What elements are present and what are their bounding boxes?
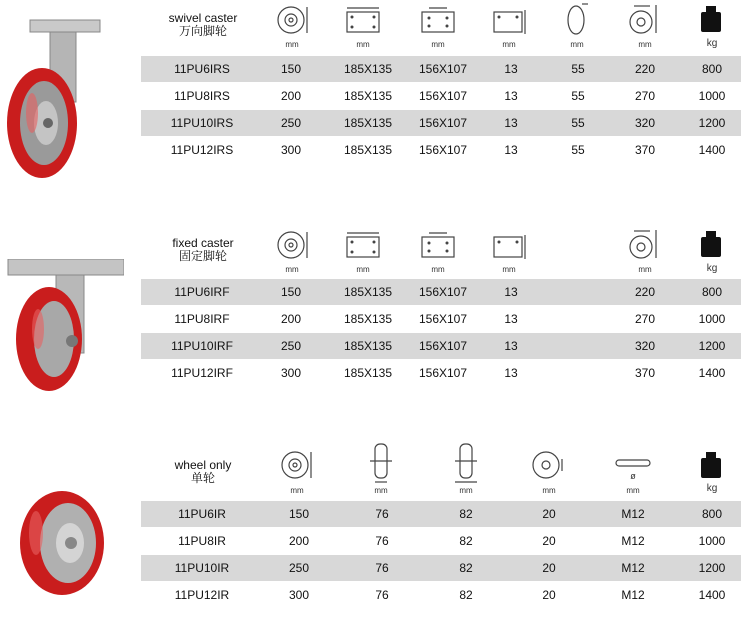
height-cell: 320	[634, 339, 656, 353]
load-cell: 1400	[698, 366, 726, 380]
hub-length-cell: 82	[459, 588, 473, 602]
axle-icon	[614, 456, 654, 472]
title-en: wheel only	[174, 458, 232, 472]
table-row	[141, 56, 741, 82]
model-cell: 11PU6IRS	[174, 62, 230, 76]
table-row	[141, 110, 741, 136]
load-cell: 800	[701, 507, 723, 521]
load-cell: 1400	[698, 143, 726, 157]
hole-spacing-cell: 156X107	[418, 339, 468, 353]
diameter-cell: 150	[288, 507, 310, 521]
thickness-cell: 13	[504, 339, 518, 353]
bore-cell: 20	[542, 561, 556, 575]
diameter-cell: 300	[280, 366, 302, 380]
load-weight-icon	[699, 450, 723, 480]
wheel-width-icon	[366, 442, 396, 484]
hole-spacing-cell: 156X107	[418, 116, 468, 130]
swivel-caster-photo	[2, 18, 112, 188]
height-cell: 320	[634, 116, 656, 130]
swivel-caster-section	[0, 0, 741, 200]
model-cell: 11PU12IRF	[171, 366, 233, 380]
table-row	[141, 528, 741, 554]
hole-spacing-cell: 156X107	[418, 143, 468, 157]
hub-length-cell: 82	[459, 561, 473, 575]
unit-label: mm	[356, 40, 370, 49]
wheel-width-icon	[562, 2, 592, 36]
bore-cell: 20	[542, 507, 556, 521]
hub-length-cell: 82	[459, 534, 473, 548]
wheel-photo	[14, 488, 114, 598]
width-cell: 55	[571, 89, 585, 103]
height-cell: 220	[634, 62, 656, 76]
title-cn: 单轮	[190, 471, 215, 485]
plate-size-cell: 185X135	[343, 62, 393, 76]
title-cn: 固定脚轮	[178, 249, 227, 263]
title-en: fixed caster	[172, 236, 234, 250]
height-cell: 370	[634, 143, 656, 157]
bore-icon	[530, 449, 566, 481]
plate-size-icon	[343, 6, 383, 36]
hole-spacing-cell: 156X107	[418, 366, 468, 380]
plate-size-icon	[343, 231, 383, 261]
unit-label: mm	[356, 265, 370, 274]
wheel-diameter-icon	[276, 4, 310, 36]
diameter-cell: 200	[280, 89, 302, 103]
total-height-icon	[626, 227, 660, 261]
height-cell: 370	[634, 366, 656, 380]
diameter-cell: 150	[280, 62, 302, 76]
model-cell: 11PU8IR	[178, 534, 226, 548]
unit-label: mm	[502, 40, 516, 49]
table-row	[141, 582, 741, 608]
load-cell: 800	[701, 62, 723, 76]
table-row	[141, 555, 741, 581]
diameter-cell: 150	[280, 285, 302, 299]
diameter-cell: 250	[288, 561, 310, 575]
width-cell: 55	[571, 62, 585, 76]
wheel-diameter-icon	[276, 229, 310, 261]
thickness-cell: 13	[504, 89, 518, 103]
model-cell: 11PU6IR	[178, 507, 226, 521]
bore-cell: 20	[542, 534, 556, 548]
width-cell: 76	[375, 561, 389, 575]
hole-spacing-cell: 156X107	[418, 62, 468, 76]
table-row	[141, 360, 741, 386]
model-cell: 11PU8IRS	[174, 89, 230, 103]
height-cell: 270	[634, 89, 656, 103]
thickness-cell: 13	[504, 285, 518, 299]
load-cell: 1400	[698, 588, 726, 602]
plate-size-cell: 185X135	[343, 366, 393, 380]
unit-label: mm	[431, 40, 445, 49]
model-cell: 11PU8IRF	[174, 312, 230, 326]
plate-size-cell: 185X135	[343, 339, 393, 353]
thickness-cell: 13	[504, 116, 518, 130]
load-cell: 1200	[698, 116, 726, 130]
diameter-cell: 300	[288, 588, 310, 602]
plate-size-cell: 185X135	[343, 89, 393, 103]
unit-label: mm	[459, 486, 473, 495]
wheel-only-section	[0, 438, 741, 627]
plate-size-cell: 185X135	[343, 312, 393, 326]
hole-spacing-cell: 156X107	[418, 312, 468, 326]
fixed-caster-photo	[4, 259, 124, 409]
plate-size-cell: 185X135	[343, 143, 393, 157]
width-cell: 55	[571, 116, 585, 130]
unit-label: mm	[374, 486, 388, 495]
table-row	[141, 83, 741, 109]
table-row	[141, 279, 741, 305]
diameter-cell: 200	[280, 312, 302, 326]
title-cn: 万向脚轮	[178, 24, 227, 38]
table-row	[141, 333, 741, 359]
unit-label: mm	[502, 265, 516, 274]
plate-thickness-icon	[490, 231, 530, 261]
unit-label: mm	[431, 265, 445, 274]
model-cell: 11PU6IRF	[174, 285, 230, 299]
diameter-cell: 250	[280, 116, 302, 130]
model-cell: 11PU10IR	[174, 561, 230, 575]
axle-cell: M12	[621, 534, 645, 548]
unit-label: kg	[706, 483, 718, 494]
width-cell: 76	[375, 507, 389, 521]
thickness-cell: 13	[504, 143, 518, 157]
unit-label: mm	[290, 486, 304, 495]
wheel-diameter-icon	[280, 449, 314, 481]
width-cell: 76	[375, 534, 389, 548]
total-height-icon	[626, 2, 660, 36]
bolt-hole-spacing-icon	[418, 6, 458, 36]
width-cell: 76	[375, 588, 389, 602]
load-cell: 1000	[698, 89, 726, 103]
height-cell: 270	[634, 312, 656, 326]
width-cell: 55	[571, 143, 585, 157]
load-cell: 1000	[698, 534, 726, 548]
bolt-hole-spacing-icon	[418, 231, 458, 261]
plate-thickness-icon	[490, 6, 530, 36]
thickness-cell: 13	[504, 62, 518, 76]
unit-label: mm	[638, 265, 652, 274]
unit-label: mm	[626, 486, 640, 495]
fixed-caster-section	[0, 225, 741, 395]
plate-size-cell: 185X135	[343, 116, 393, 130]
unit-label: mm	[542, 486, 556, 495]
axle-cell: M12	[621, 561, 645, 575]
unit-label: mm	[285, 265, 299, 274]
diameter-cell: 250	[280, 339, 302, 353]
hub-length-cell: 82	[459, 507, 473, 521]
model-cell: 11PU12IR	[174, 588, 230, 602]
bore-cell: 20	[542, 588, 556, 602]
model-cell: 11PU10IRS	[170, 116, 234, 130]
axle-cell: M12	[621, 588, 645, 602]
load-weight-icon	[699, 4, 723, 34]
axle-diameter-symbol: ø	[630, 471, 636, 481]
hole-spacing-cell: 156X107	[418, 285, 468, 299]
unit-label: mm	[570, 40, 584, 49]
unit-label: kg	[706, 38, 718, 49]
plate-size-cell: 185X135	[343, 285, 393, 299]
fixed-caster-title	[158, 237, 248, 263]
thickness-cell: 13	[504, 366, 518, 380]
diameter-cell: 300	[280, 143, 302, 157]
model-cell: 11PU12IRS	[170, 143, 234, 157]
load-cell: 1200	[698, 339, 726, 353]
hub-length-icon	[451, 442, 481, 484]
hole-spacing-cell: 156X107	[418, 89, 468, 103]
load-weight-icon	[699, 229, 723, 259]
height-cell: 220	[634, 285, 656, 299]
diameter-cell: 200	[288, 534, 310, 548]
unit-label: mm	[285, 40, 299, 49]
table-row	[141, 501, 741, 527]
title-en: swivel caster	[168, 11, 238, 25]
load-cell: 800	[701, 285, 723, 299]
load-cell: 1200	[698, 561, 726, 575]
thickness-cell: 13	[504, 312, 518, 326]
load-cell: 1000	[698, 312, 726, 326]
table-row	[141, 137, 741, 163]
wheel-only-title	[158, 459, 248, 485]
axle-cell: M12	[621, 507, 645, 521]
model-cell: 11PU10IRF	[171, 339, 233, 353]
swivel-caster-title	[158, 12, 248, 38]
unit-label: mm	[638, 40, 652, 49]
table-row	[141, 306, 741, 332]
unit-label: kg	[706, 263, 718, 274]
